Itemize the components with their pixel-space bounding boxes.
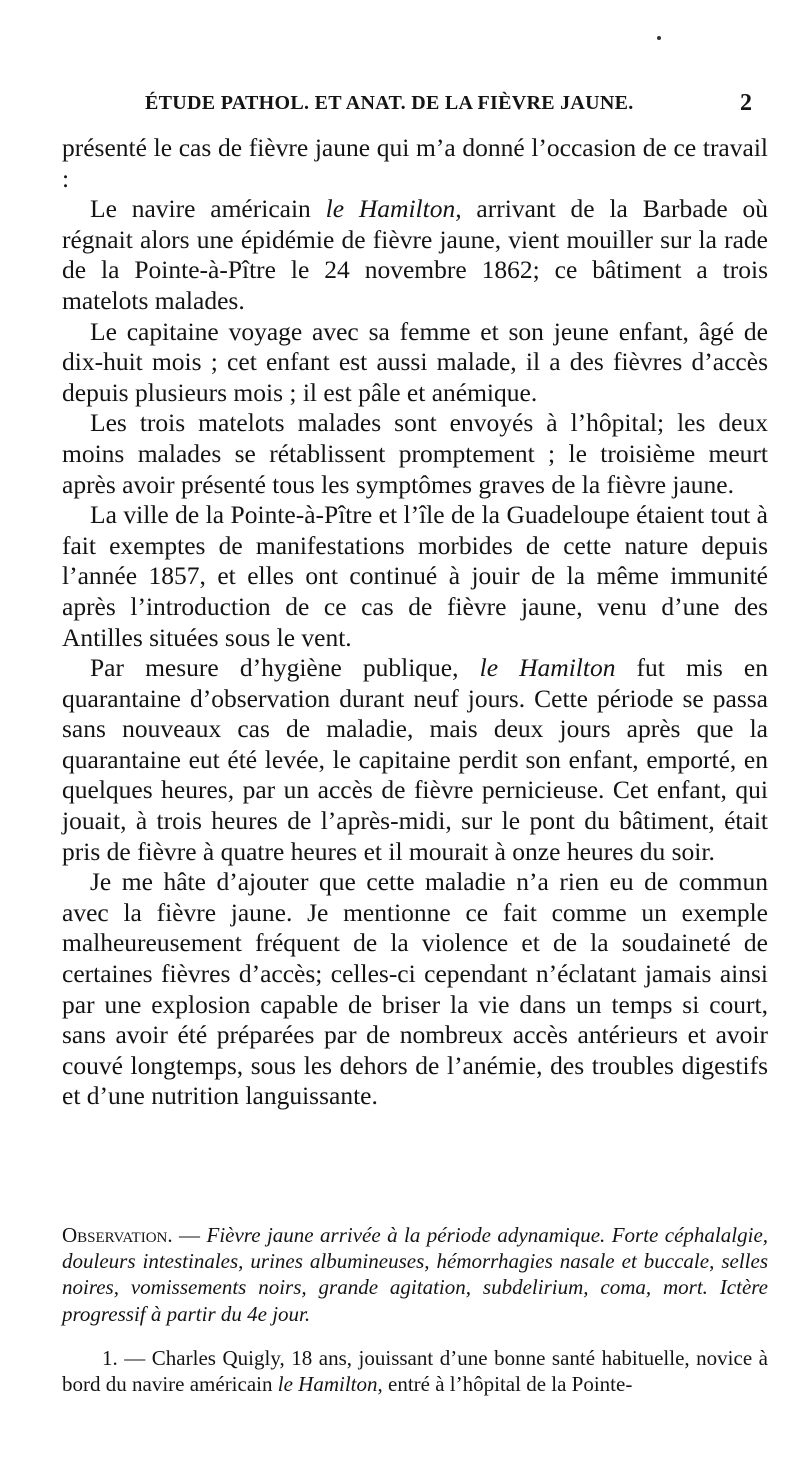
body-text (62, 133, 768, 1112)
paragraph (62, 653, 768, 867)
paragraph (62, 317, 768, 409)
observation-summary: Fièvre jaune arrivée à la période adynamique. Forte céphalalgie, douleurs intestinales, urines albumineuses, hémorrhagies nasale et buccale, selles noires, vomissements noirs, grande agitation, subdelirium, coma, mort. Ictère progressif à partir du 4e jour. (62, 1223, 769, 1326)
ship-name: le Hamilton (277, 1372, 378, 1397)
ink-dot (657, 36, 661, 40)
text-segment: arrivant de la Barbade où régnait alors une épidémie de fièvre jaune, vient mouiller sur la rade de la Pointe-à-Pître le 24 novembre 1862; ce bâtiment a trois matelots malades. (62, 194, 768, 315)
running-header (145, 92, 752, 120)
paragraph (62, 408, 768, 500)
text-segment: 1. — Charles Quigly, 18 ans, jouissant d’une bonne santé habituelle, novice à bord du navire américain (62, 1346, 768, 1397)
case-intro (62, 1345, 768, 1397)
running-title: ÉTUDE PATHOL. ET ANAT. DE LA FIÈVRE JAUNE. (145, 92, 634, 114)
paragraph (62, 500, 768, 653)
text-segment: Par mesure d’hygiène publique, (90, 653, 480, 683)
ship-name: le Hamilton, (325, 194, 462, 224)
text-segment: Le navire américain (90, 194, 326, 224)
text-segment: , entré à l’hôpital de la Pointe- (377, 1372, 633, 1397)
ship-name: le Hamilton (479, 653, 616, 683)
text-segment: Le capitaine voyage avec sa femme et son jeune enfant, âgé de dix-huit mois ; cet enfant est aussi malade, il a des fièvres d’accès depuis plusieurs mois ; il est pâle et anémique. (62, 316, 768, 407)
paragraph (62, 133, 768, 194)
text-segment: Je me hâte d’ajouter que cette maladie n’a rien eu de commun avec la fièvre jaune. Je mentionne ce fait comme un exemple malheureusement fréquent de la violence et de la soudaineté de certaines fièvres d’accès; celles-ci cependant n’éclatant jamais ainsi par une explosion capable de briser la vie dans un temps si court, sans avoir été préparées par de nombreux accès antérieurs et avoir couvé longtemps, sous les dehors de l’anémie, des troubles digestifs et d’une nutrition languissante. (62, 867, 768, 1111)
text-segment: Les trois matelots malades sont envoyés à l’hôpital; les deux moins malades se rétablissent promptement ; le troisième meurt après avoir présenté tous les symptômes graves de la fièvre jaune. (62, 408, 768, 499)
text-segment: La ville de la Pointe-à-Pître et l’île de la Guadeloupe étaient tout à fait exemptes de manifestations morbides de cette nature depuis l’année 1857, et elles ont continué à jouir de la même immunité après l’introduction de ce cas de fièvre jaune, venu d’une des Antilles situées sous le vent. (62, 500, 768, 652)
paragraph (62, 867, 768, 1112)
observation-heading (62, 1222, 768, 1327)
text-segment: fut mis en quarantaine d’observation durant neuf jours. Cette période se passa sans nouveaux cas de maladie, mais deux jours après que la quarantaine eut été levée, le capitaine perdit son enfant, emporté, en quelques heures, par un accès de fièvre pernicieuse. Cet enfant, qui jouait, à trois heures de l’après-midi, sur le pont du bâtiment, était pris de fièvre à quatre heures et il mourait à onze heures du soir. (62, 653, 768, 866)
page-number: 2 (740, 90, 752, 116)
paragraph (62, 194, 768, 316)
observation-dash: — (172, 1223, 207, 1247)
observation-label: Observation. (62, 1223, 173, 1247)
text-segment: présenté le cas de fièvre jaune qui m’a donné l’occasion de ce travail : (62, 133, 768, 193)
